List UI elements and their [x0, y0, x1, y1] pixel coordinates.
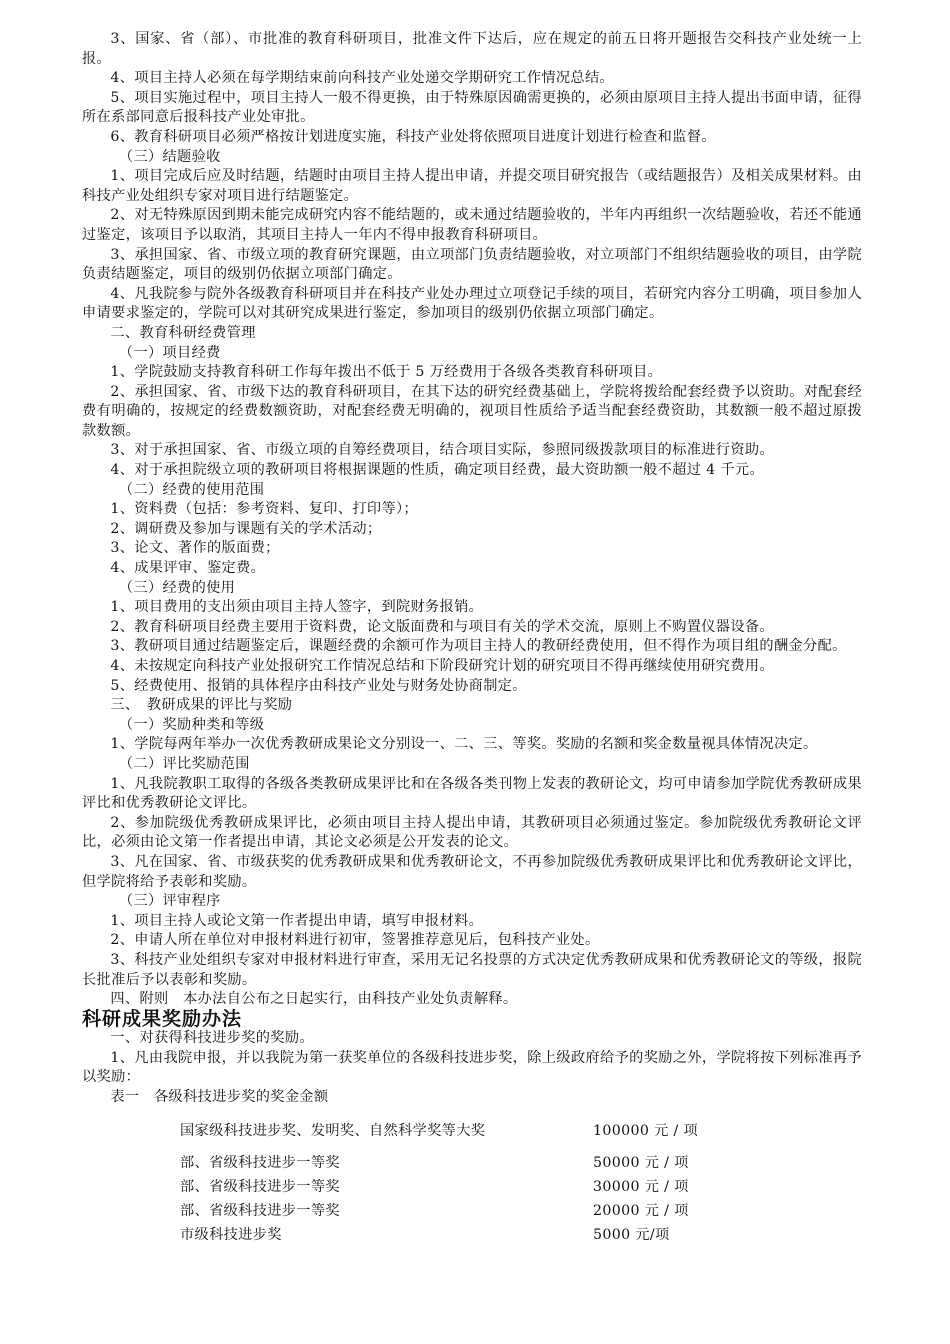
award-amount: 50000 元 / 项 [593, 1154, 689, 1171]
paragraph: 1、项目费用的支出须由项目主持人签字，到院财务报销。 [110, 599, 484, 616]
award-amount: 5000 元/项 [593, 1226, 670, 1243]
paragraph: 1、项目完成后应及时结题，结题时由项目主持人提出申请，并提交项目研究报告（或结题报告）及相关成果材料。由科技产业处组织专家对项目进行结题鉴定。 [82, 168, 862, 204]
paragraph: 1、凡我院教职工取得的各级各类教研成果评比和在各级各类刊物上发表的教研论文，均可申请参加学院优秀教研成果评比和优秀教研论文评比。 [82, 775, 862, 812]
paragraph: 3、教研项目通过结题鉴定后，课题经费的余额可作为项目主持人的教研经费使用，但不得作为项目组的酬金分配。 [110, 638, 847, 655]
award-amount: 100000 元 / 项 [593, 1122, 699, 1139]
paragraph: 2、承担国家、省、市级下达的教育科研项目，在其下达的研究经费基础上，学院将拨给配套经费予以资助。对配套经费有明确的，按规定的经费数额资助，对配套经费无明确的，视项目性质给予适当配套经费资助，其数额一般不超过原拨款数额。 [82, 383, 862, 439]
paragraph: 3、对于承担国家、省、市级立项的自筹经费项目，结合项目实际，参照同级拨款项目的标准进行资助。 [110, 442, 774, 459]
paragraph: 1、项目主持人或论文第一作者提出申请，填写申报材料。 [110, 912, 484, 929]
paragraph: 2、申请人所在单位对申报材料进行初审，签署推荐意见后，包科技产业处。 [110, 932, 600, 949]
section-heading: 四、附则 本办法自公布之日起实行，由科技产业处负责解释。 [110, 991, 518, 1008]
award-amount: 30000 元 / 项 [593, 1178, 689, 1195]
award-amount: 20000 元 / 项 [593, 1202, 689, 1219]
paragraph: 2、教育科研项目经费主要用于资料费，论文版面费和与项目有关的学术交流，原则上不购置仪器设备。 [110, 618, 774, 635]
subheading: （三）评审程序 [118, 893, 221, 910]
paragraph: 5、经费使用、报销的具体程序由科技产业处与财务处协商制定。 [110, 677, 527, 694]
paragraph: 3、承担国家、省、市级立项的教育研究课题，由立项部门负责结题验收，对立项部门不组织结题验收的项目，由学院负责结题鉴定，项目的级别仍依据立项部门确定。 [82, 246, 862, 283]
paragraph: 3、国家、省（部）、市批准的教育科研项目，批准文件下达后，应在规定的前五日将开题报告交科技产业处统一上报。 [82, 31, 862, 67]
paragraph: 2、参加院级优秀教研成果评比，必须由项目主持人提出申请，其教研项目必须通过鉴定。参加院级优秀教研论文评比，必须由论文第一作者提出申请，其论文必须是公开发表的论文。 [82, 814, 862, 851]
award-name: 部、省级科技进步一等奖 [180, 1154, 340, 1171]
paragraph: 1、学院鼓励支持教育科研工作每年拨出不低于 5 万经费用于各级各类教育科研项目。 [110, 364, 663, 381]
list-item: 3、论文、著作的版面费； [110, 540, 280, 557]
paragraph: 3、科技产业处组织专家对申报材料进行审查，采用无记名投票的方式决定优秀教研成果和优秀教研论文的等级，报院长批准后予以表彰和奖励。 [82, 951, 862, 988]
paragraph: 3、凡在国家、省、市级获奖的优秀教研成果和优秀教研论文，不再参加院级优秀教研成果评比和优秀教研论文评比，但学院将给予表彰和奖励。 [82, 853, 862, 890]
paragraph: 1、学院每两年举办一次优秀教研成果论文分别设一、二、三、等奖。奖励的名额和奖金数量视具体情况决定。 [110, 736, 818, 753]
award-table [180, 1120, 862, 1248]
section-heading: 三、 教研成果的评比与奖励 [110, 697, 293, 714]
list-item: 2、调研费及参加与课题有关的学术活动； [110, 520, 382, 537]
paragraph: 4、对于承担院级立项的教研项目将根据课题的性质，确定项目经费，最大资助额一般不超过 4 千元。 [110, 462, 764, 479]
award-name: 国家级科技进步奖、发明奖、自然科学奖等大奖 [180, 1122, 486, 1139]
section-heading: 二、教育科研经费管理 [110, 324, 256, 341]
subheading: （三）经费的使用 [118, 579, 236, 596]
paragraph: 1、凡由我院申报，并以我院为第一获奖单位的各级科技进步奖，除上级政府给予的奖励之外，学院将按下列标准再予以奖励： [82, 1049, 862, 1086]
subheading: （二）经费的使用范围 [118, 481, 265, 498]
paragraph: 2、对无特殊原因到期未能完成研究内容不能结题的，或未通过结题验收的，半年内再组织一次结题验收，若还不能通过鉴定，该项目予以取消，其项目主持人一年内不得申报教育科研项目。 [82, 207, 862, 243]
paragraph: 4、项目主持人必须在每学期结束前向科技产业处递交学期研究工作情况总结。 [110, 70, 615, 87]
paragraph: 5、项目实施过程中，项目主持人一般不得更换，由于特殊原因确需更换的，必须由原项目主持人提出书面申请，征得所在系部同意后报科技产业处审批。 [82, 89, 862, 126]
table-row [180, 1176, 862, 1200]
document-page [82, 30, 862, 1248]
paragraph: 一、对获得科技进步奖的奖励。 [110, 1030, 314, 1047]
award-name: 市级科技进步奖 [180, 1226, 282, 1243]
section-title: 科研成果奖励办法 [82, 1007, 243, 1030]
subheading: （二）评比奖励范围 [118, 755, 250, 772]
award-name: 部、省级科技进步一等奖 [180, 1178, 340, 1195]
body-part-2 [82, 1029, 862, 1107]
subheading: （一）项目经费 [118, 344, 221, 361]
paragraph: 4、凡我院参与院外各级教育科研项目并在科技产业处办理过立项登记手续的项目，若研究内容分工明确，项目参加人申请要求鉴定的，学院可以对其研究成果进行鉴定，参加项目的级别仍依据立项部门确定。 [82, 285, 862, 322]
subheading: （三）结题验收 [118, 148, 221, 165]
paragraph: 6、教育科研项目必须严格按计划进度实施，科技产业处将依照项目进度计划进行检查和监督。 [110, 128, 716, 145]
paragraph: 4、未按规定向科技产业处报研究工作情况总结和下阶段研究计划的研究项目不得再继续使用研究费用。 [110, 658, 774, 674]
table-caption: 表一 各级科技进步奖的奖金金额 [110, 1089, 329, 1106]
body-part-1 [82, 30, 862, 1010]
list-item: 4、成果评审、鉴定费。 [110, 560, 266, 577]
table-row [180, 1120, 862, 1144]
table-row [180, 1224, 862, 1248]
table-row [180, 1152, 862, 1176]
list-item: 1、资料费（包括：参考资料、复印、打印等）； [110, 501, 418, 518]
table-row [180, 1200, 862, 1224]
subheading: （一）奖励种类和等级 [118, 716, 265, 733]
award-name: 部、省级科技进步一等奖 [180, 1202, 340, 1219]
